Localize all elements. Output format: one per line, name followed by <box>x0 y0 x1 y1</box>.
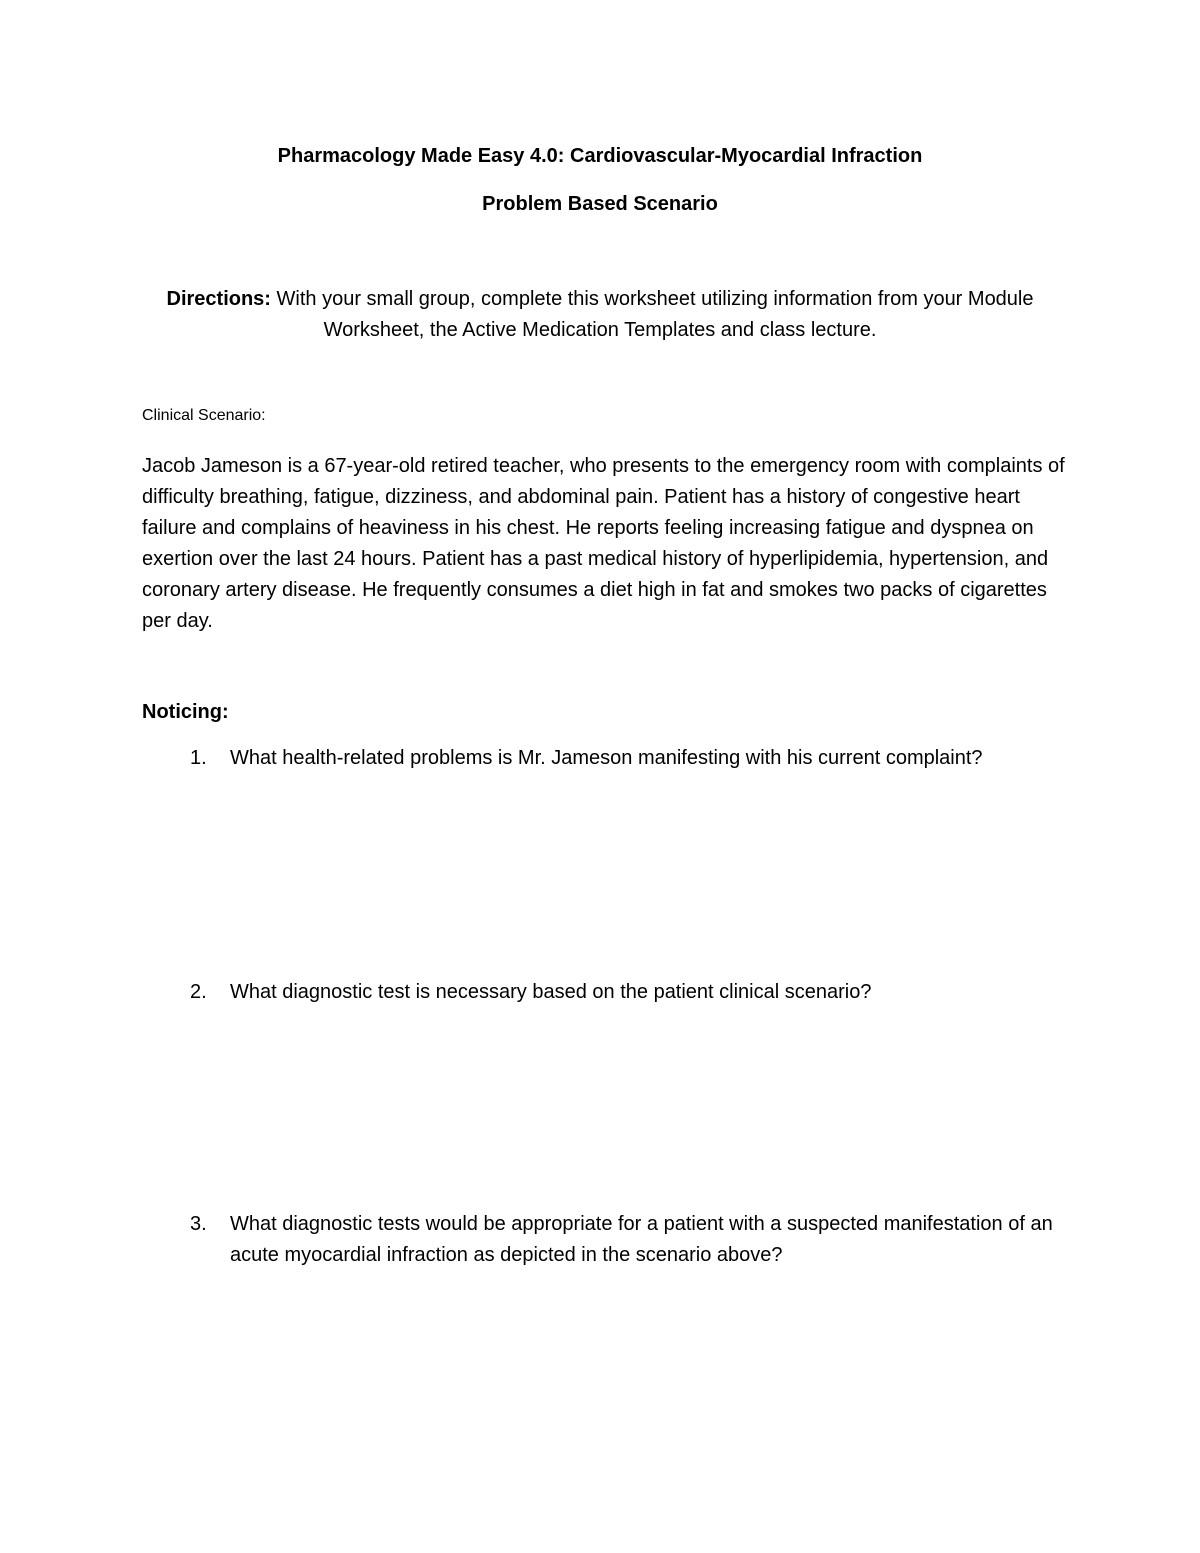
directions-paragraph <box>140 284 1060 346</box>
question-text: What diagnostic test is necessary based on the patient clinical scenario? <box>230 981 872 1003</box>
question-item <box>190 977 1070 1008</box>
document-title: Pharmacology Made Easy 4.0: Cardiovascular-Myocardial Infraction <box>277 145 923 167</box>
document-subtitle: Problem Based Scenario <box>482 193 718 215</box>
noticing-heading: Noticing: <box>142 701 229 723</box>
directions-label: Directions: <box>166 288 271 310</box>
question-number: 3. <box>190 1213 207 1235</box>
clinical-scenario-heading: Clinical Scenario: <box>142 407 266 424</box>
question-item <box>190 1209 1070 1271</box>
question-text: What health-related problems is Mr. Jameson manifesting with his current complaint? <box>230 747 983 769</box>
question-item <box>190 743 1070 774</box>
question-number: 2. <box>190 981 207 1003</box>
question-number: 1. <box>190 747 207 769</box>
directions-text: With your small group, complete this worksheet utilizing information from your Module Worksheet, the Active Medication Templates and class lecture. <box>270 288 1034 341</box>
question-text: What diagnostic tests would be appropriate for a patient with a suspected manifestation of an acute myocardial infraction as depicted in the scenario above? <box>230 1213 1053 1266</box>
clinical-scenario-text: Jacob Jameson is a 67-year-old retired teacher, who presents to the emergency room with complaints of difficulty breathing, fatigue, dizziness, and abdominal pain. Patient has a history of congestive heart failure and complains of heaviness in his chest. He reports feeling increasing fatigue and dyspnea on exertion over the last 24 hours. Patient has a past medical history of hyperlipidemia, hypertension, and coronary artery disease. He frequently consumes a diet high in fat and smokes two packs of cigarettes per day. <box>142 455 1065 632</box>
